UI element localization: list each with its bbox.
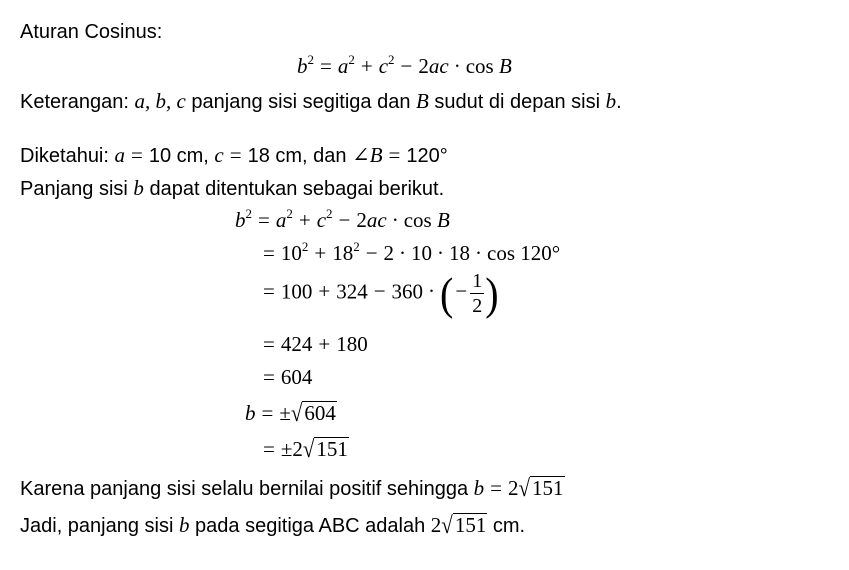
step-7: = ±2√151 (263, 435, 348, 463)
diketahui-text: Diketahui: a = 10 cm, c = 18 cm, dan ∠B = 120° (20, 143, 448, 167)
keterangan-text: Keterangan: a, b, c panjang sisi segitiga dan B sudut di depan sisi b. (20, 89, 622, 113)
step-2: = $10^2 + 18^2 - 2 \cdot 10 \cdot 18 \cdot \cos 120^\circ$ (263, 239, 561, 265)
cosine-rule-formula: $b^2 = a^2 + c^2 - 2ac \cdot \cos B$ (297, 52, 512, 78)
step-5: = 604 (263, 365, 313, 389)
sqrt-151-conclusion: √151 (518, 474, 564, 502)
intro-text: Panjang sisi b dapat ditentukan sebagai berikut. (20, 176, 445, 200)
step-6: b = ±√604 (245, 399, 336, 427)
fraction-one-half: $\frac{1}{2}$ (472, 270, 483, 317)
step-3: = 100 + 324 − 360 · (− $\frac{1}{2}$ ) (263, 267, 499, 319)
sqrt-151-final: √151 (441, 511, 487, 539)
sqrt-604: √604 (290, 399, 336, 427)
step-1: $b^2 = a^2 + c^2 - 2ac \cdot \cos B$ (235, 206, 450, 232)
step-4: = 424 + 180 (263, 332, 368, 356)
conclusion-2: Jadi, panjang sisi b pada segitiga ABC adalah 2√151 cm. (20, 511, 526, 539)
sqrt-151: √151 (302, 435, 348, 463)
title: Aturan Cosinus: (20, 21, 163, 43)
conclusion-1: Karena panjang sisi selalu bernilai positif sehingga b = 2√151 (20, 474, 564, 502)
